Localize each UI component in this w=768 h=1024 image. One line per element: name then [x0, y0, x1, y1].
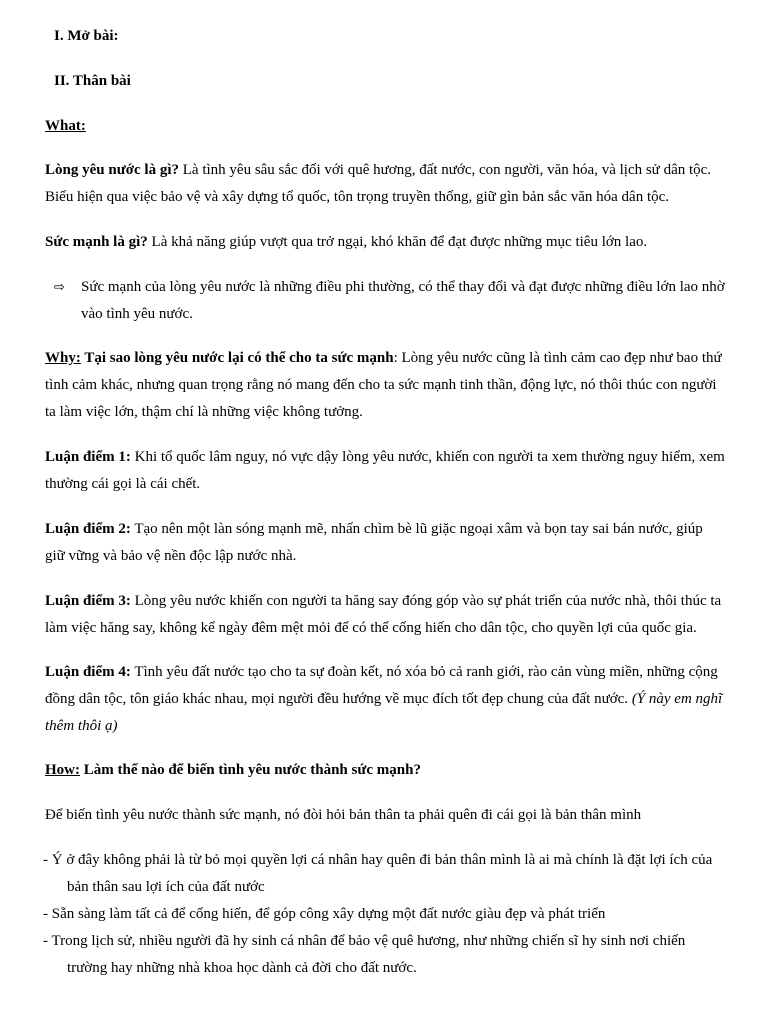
conclusion-item	[45, 274, 725, 328]
how-heading	[45, 757, 725, 784]
argument-label: Luận điểm 1:	[45, 449, 131, 465]
strength-definition	[45, 229, 725, 256]
argument-text: Lòng yêu nước khiến con người ta hăng say đóng góp vào sự phát triển của nước nhà, thôi thúc ta làm việc hăng say, không kể ngày đêm mệt mỏi để có thể cống hiến cho dân tộc, cho quyền lợi của quốc gia.	[45, 593, 722, 636]
argument-label: Luận điểm 4:	[45, 664, 131, 680]
arrow-right-icon: ⇨	[54, 280, 65, 295]
argument-label: Luận điểm 3:	[45, 593, 131, 609]
strength-text: Là khả năng giúp vượt qua trở ngại, khó khăn để đạt được những mục tiêu lớn lao.	[147, 234, 648, 250]
argument-2	[45, 516, 725, 570]
conclusion-text: Sức mạnh của lòng yêu nước là những điều phi thường, có thể thay đổi và đạt được những điều lớn lao nhờ vào tình yêu nước.	[81, 279, 725, 322]
patriotism-text: Là tình yêu sâu sắc đối với quê hương, đất nước, con người, văn hóa, và lịch sử dân tộc. Biểu hiện qua việc bảo vệ và xây dựng tổ quốc, tôn trọng truyền thống, giữ gìn bản sắc văn hóa dân tộc.	[45, 162, 712, 205]
why-label: Why:	[45, 350, 81, 366]
how-label: How:	[45, 762, 80, 778]
why-paragraph	[45, 345, 725, 426]
how-question: Làm thế nào để biến tình yêu nước thành sức mạnh?	[80, 762, 421, 778]
why-question: Tại sao lòng yêu nước lại có thể cho ta sức mạnh	[80, 350, 394, 366]
heading-intro: I. Mở bài:	[54, 28, 119, 44]
argument-text: Tình yêu đất nước tạo cho ta sự đoàn kết, nó xóa bỏ cả ranh giới, rào cản vùng miền, những cộng đồng dân tộc, tôn giáo khác nhau, mọi người đều hướng về mục đích tốt đẹp chung của đất nước.	[45, 664, 718, 707]
argument-3	[45, 588, 725, 642]
how-list-item: - Sẵn sàng làm tất cả để cống hiến, để góp công xây dựng một đất nước giàu đẹp và phát triển	[43, 906, 606, 922]
how-intro: Để biến tình yêu nước thành sức mạnh, nó đòi hỏi bản thân ta phải quên đi cái gọi là bản thân mình	[45, 807, 642, 823]
argument-1	[45, 444, 725, 498]
argument-text: Khi tổ quốc lâm nguy, nó vực dậy lòng yêu nước, khiến con người ta xem thường nguy hiểm, xem thường cái gọi là cái chết.	[45, 449, 725, 492]
argument-note: (Ý này em nghĩ thêm thôi ạ)	[45, 691, 723, 734]
how-list-item: - Trong lịch sử, nhiều người đã hy sinh cá nhân để bảo vệ quê hương, như những chiến sĩ hy sinh nơi chiến trường hay những nhà khoa học dành cả đời cho đất nước.	[43, 933, 686, 976]
argument-label: Luận điểm 2:	[45, 521, 131, 537]
patriotism-definition	[45, 157, 725, 211]
heading-body: II. Thân bài	[54, 73, 131, 89]
strength-label: Sức mạnh là gì?	[45, 234, 148, 250]
patriotism-label: Lòng yêu nước là gì?	[45, 162, 179, 178]
what-heading: What:	[45, 118, 86, 134]
argument-text: Tạo nên một làn sóng mạnh mẽ, nhấn chìm bè lũ giặc ngoại xâm và bọn tay sai bán nước, giúp giữ vững và bảo vệ nền độc lập nước nhà.	[45, 521, 703, 564]
argument-4	[45, 659, 725, 740]
how-list-item: - Ý ở đây không phải là từ bỏ mọi quyền lợi cá nhân hay quên đi bản thân mình là ai mà chính là đặt lợi ích của bản thân sau lợi ích của đất nước	[43, 852, 713, 895]
why-text: : Lòng yêu nước cũng là tình cảm cao đẹp như bao thứ tình cảm khác, nhưng quan trọng rằng nó mang đến cho ta sức mạnh tinh thần, động lực, nó thôi thúc con người ta làm việc lớn, thậm chí là những việc không tưởng.	[45, 350, 722, 420]
